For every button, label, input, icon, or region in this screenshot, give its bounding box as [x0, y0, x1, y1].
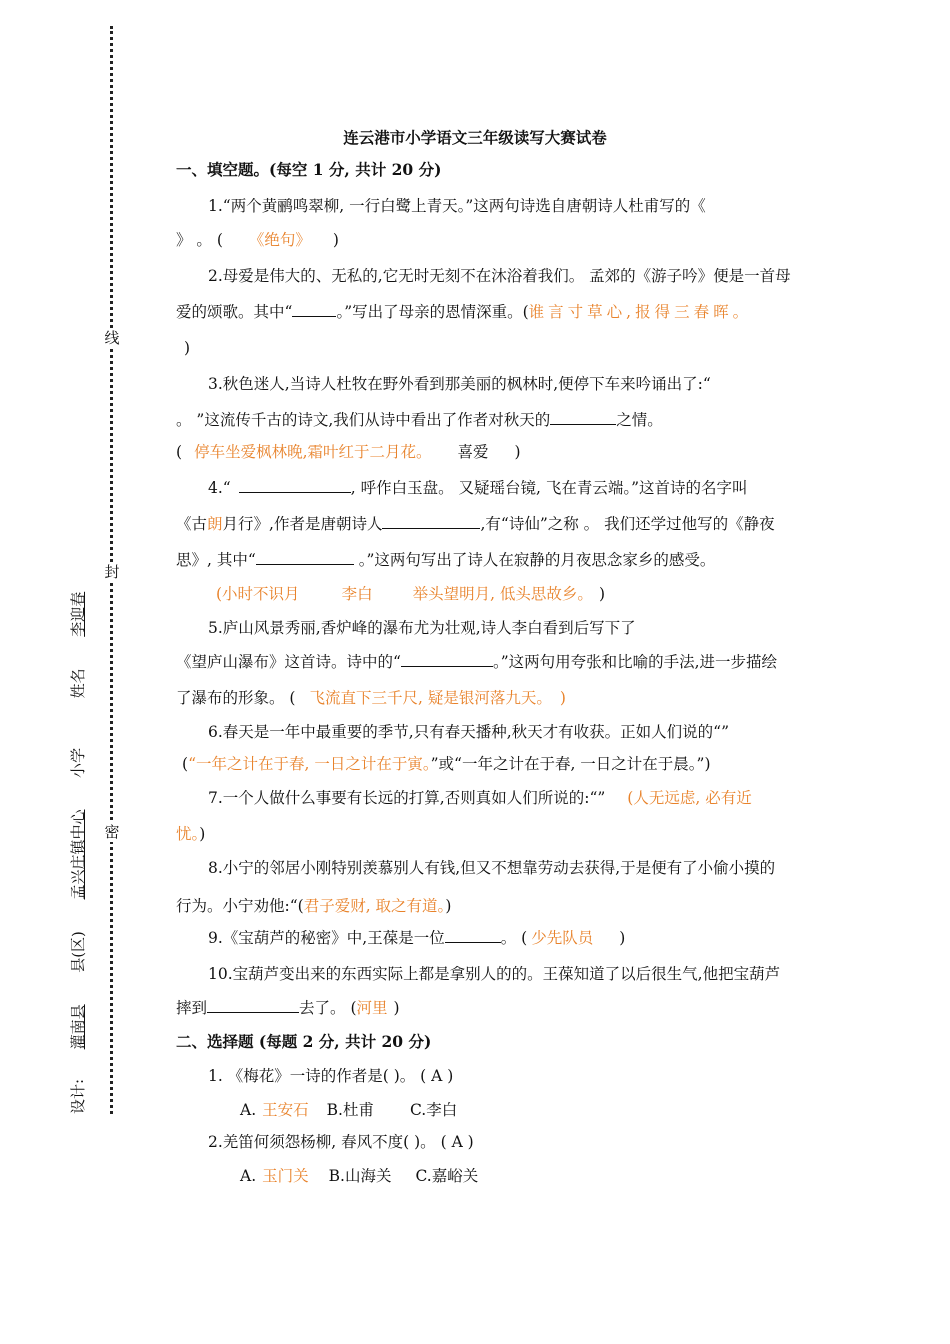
q2-line2 — [176, 300, 752, 324]
section2-heading: 二、选择题 (每题 2 分, 共计 20 分) — [176, 1032, 432, 1051]
q4-answers-close: ) — [598, 585, 605, 603]
q3-line2 — [176, 408, 663, 432]
q9-text: 9.《宝葫芦的秘密》中,王葆是一位 — [208, 929, 445, 947]
q4-blank3 — [256, 550, 354, 565]
q5-line3 — [176, 686, 566, 710]
q3-line3 — [176, 440, 521, 464]
q6-line2-open: ( — [182, 755, 189, 773]
q4-line2-answer: 朗 — [207, 515, 223, 533]
s2-q1-opt-b: B.杜甫 — [326, 1101, 374, 1119]
q10-line2-mid: 去了。 ( — [299, 999, 357, 1017]
s2-q2-stem: 2.羌笛何须怨杨柳, 春风不度( )。 ( A ) — [208, 1133, 474, 1151]
q4-blank1 — [239, 478, 351, 493]
exam-title: 连云港市小学语文三年级读写大赛试卷 — [343, 128, 607, 147]
q6-answer: “一年之计在于春, 一日之计在于寅。 — [188, 755, 431, 773]
q3-answer-open: ( — [176, 443, 183, 461]
q10-line2 — [176, 996, 400, 1020]
q10-line2-text: 摔到 — [176, 999, 208, 1017]
section1-heading: 一、填空题。(每空 1 分, 共计 20 分) — [176, 160, 442, 179]
s2-q1-opt-a-label: A. — [240, 1101, 257, 1119]
q4-line2-b: 月行》,作者是唐朝诗人 — [222, 515, 383, 533]
q6-line2-text: ”或“一年之计在于春, 一日之计在于晨。”) — [430, 755, 711, 773]
s2-q1-stem: 1. 《梅花》一诗的作者是( )。 ( A ) — [208, 1067, 454, 1085]
q5-line2-end: 。”这两句用夸张和比喻的手法,进一步描绘 — [492, 653, 778, 671]
q1-line2-text: 》 。 ( — [176, 231, 223, 249]
q2-line2-text: 爱的颂歌。其中“ — [176, 303, 293, 321]
q4-line2-a: 《古 — [176, 515, 208, 533]
q6-line1: 6.春天是一年中最重要的季节,只有春天播种,秋天才有收获。正如人们说的“” — [208, 723, 729, 741]
q3-blank — [550, 410, 616, 425]
name-label: 姓名 — [69, 668, 87, 699]
q4-line2-c: ,有“诗仙”之称 。 我们还学过他写的《静夜 — [480, 515, 775, 533]
q4-line3-open: 思》, 其中“ — [176, 551, 256, 569]
county-suffix: 县(区) — [69, 931, 87, 973]
q4-answer1: (小时不识月 — [216, 585, 300, 603]
q8-line1: 8.小宁的邻居小刚特别羡慕别人有钱,但又不想靠劳动去获得,于是便有了小偷小摸的 — [208, 859, 776, 877]
q9-blank — [445, 928, 501, 943]
q2-line1: 2.母爱是伟大的、无私的,它无时无刻不在沐浴着我们。 孟郊的《游子吟》便是一首母 — [208, 267, 791, 285]
q9-close: ) — [619, 929, 626, 947]
q9-answer: 少先队员 — [531, 929, 594, 947]
q4-line1-open: 4.“ — [208, 479, 231, 497]
q5-line3-close: ) — [559, 689, 566, 707]
name-value: 李迎春 — [69, 591, 87, 637]
q5-line3-text: 了瀑布的形象。 ( — [176, 689, 296, 707]
q4-answer2: 李白 — [341, 585, 373, 603]
s2-q2-opt-a-label: A. — [240, 1167, 257, 1185]
q3-line2-text: 。 ”这流传千古的诗文,我们从诗中看出了作者对秋天的 — [176, 411, 551, 429]
county-value: 灌南县 — [69, 1004, 87, 1050]
school-value: 孟兴庄镇中心 — [69, 809, 87, 900]
q5-answer: 飞流直下三千尺, 疑是银河落九天。 — [309, 689, 552, 707]
q3-line1: 3.秋色迷人,当诗人杜牧在野外看到那美丽的枫林时,便停下车来吟诵出了:“ — [208, 375, 711, 393]
q10-blank — [207, 998, 299, 1013]
q6-line2 — [182, 752, 711, 776]
s2-q1-opt-c: C.李白 — [409, 1101, 458, 1119]
s2-q2-opt-b: B.山海关 — [328, 1167, 392, 1185]
q1-answer: 《绝句》 — [248, 231, 311, 249]
q10-answer: 河里 — [356, 999, 388, 1017]
q8-answer: 君子爱财, 取之有道。 — [303, 897, 446, 915]
q10-line1: 10.宝葫芦变出来的东西实际上都是拿别人的的。王葆知道了以后很生气,他把宝葫芦 — [208, 965, 781, 983]
q4-line1-text: , 呼作白玉盘。 又疑瑶台镜, 飞在青云端。”这首诗的名字叫 — [350, 479, 748, 497]
q1-line2 — [176, 228, 339, 252]
q2-line3: ) — [184, 339, 191, 357]
s2-q2-opt-c: C.嘉峪关 — [415, 1167, 479, 1185]
q9-line — [208, 926, 625, 950]
q4-blank2 — [382, 514, 480, 529]
q4-answers — [216, 582, 605, 606]
q8-line2-text: 行为。小宁劝他:“( — [176, 897, 304, 915]
q3-answer-close: ) — [514, 443, 521, 461]
q4-line1 — [208, 476, 748, 500]
q3-line2-end: 之情。 — [616, 411, 663, 429]
s2-q2-opt-a: 玉门关 — [262, 1167, 309, 1185]
q4-line2 — [176, 512, 775, 536]
s2-q1-options — [240, 1098, 457, 1122]
q5-line1: 5.庐山风景秀丽,香炉峰的瀑布尤为壮观,诗人李白看到后写下了 — [208, 619, 636, 637]
q10-line2-close: ) — [393, 999, 400, 1017]
q8-line2-close: ) — [445, 897, 452, 915]
q2-line2-mid: 。”写出了母亲的恩情深重。( — [336, 303, 529, 321]
q7-answer-cont: 忧。 — [176, 825, 200, 843]
q7-line1 — [208, 786, 752, 810]
q9-mid: 。 ( — [500, 929, 528, 947]
s2-q2-options — [240, 1164, 478, 1188]
binding-mark-seal: 封 — [104, 563, 120, 581]
q4-answer3: 举头望明月, 低头思故乡。 — [412, 585, 593, 603]
binding-mark-secret: 密 — [104, 823, 120, 841]
q8-line2 — [176, 894, 451, 918]
q7-line1-text: 7.一个人做什么事要有长远的打算,否则真如人们所说的:“” — [208, 789, 606, 807]
q5-line2-text: 《望庐山瀑布》这首诗。诗中的“ — [176, 653, 401, 671]
q5-blank — [401, 652, 493, 667]
q2-answer: 谁言寸草心,报得三春晖。 — [528, 303, 753, 321]
q3-answer: 停车坐爱枫林晚,霜叶红于二月花。 — [194, 443, 432, 461]
q2-blank — [292, 302, 336, 317]
q1-line1: 1.“两个黄鹂鸣翠柳, 一行白鹭上青天。”这两句诗选自唐朝诗人杜甫写的《 — [208, 197, 706, 215]
q7-line2 — [176, 822, 205, 846]
q4-line3-text: 。”这两句写出了诗人在寂静的月夜思念家乡的感受。 — [353, 551, 716, 569]
binding-mark-line: 线 — [104, 329, 120, 347]
s2-q1-opt-a: 王安石 — [262, 1101, 309, 1119]
student-info-sidebar — [58, 450, 98, 1114]
q1-line2-close: ) — [332, 231, 339, 249]
school-suffix: 小学 — [69, 747, 87, 778]
q7-line2-close: ) — [199, 825, 206, 843]
designer-label: 设计: — [69, 1078, 87, 1114]
q5-line2 — [176, 650, 777, 674]
q3-answer2: 喜爱 — [457, 443, 489, 461]
q4-line3 — [176, 548, 715, 572]
q7-answer: (人无远虑, 必有近 — [627, 789, 752, 807]
